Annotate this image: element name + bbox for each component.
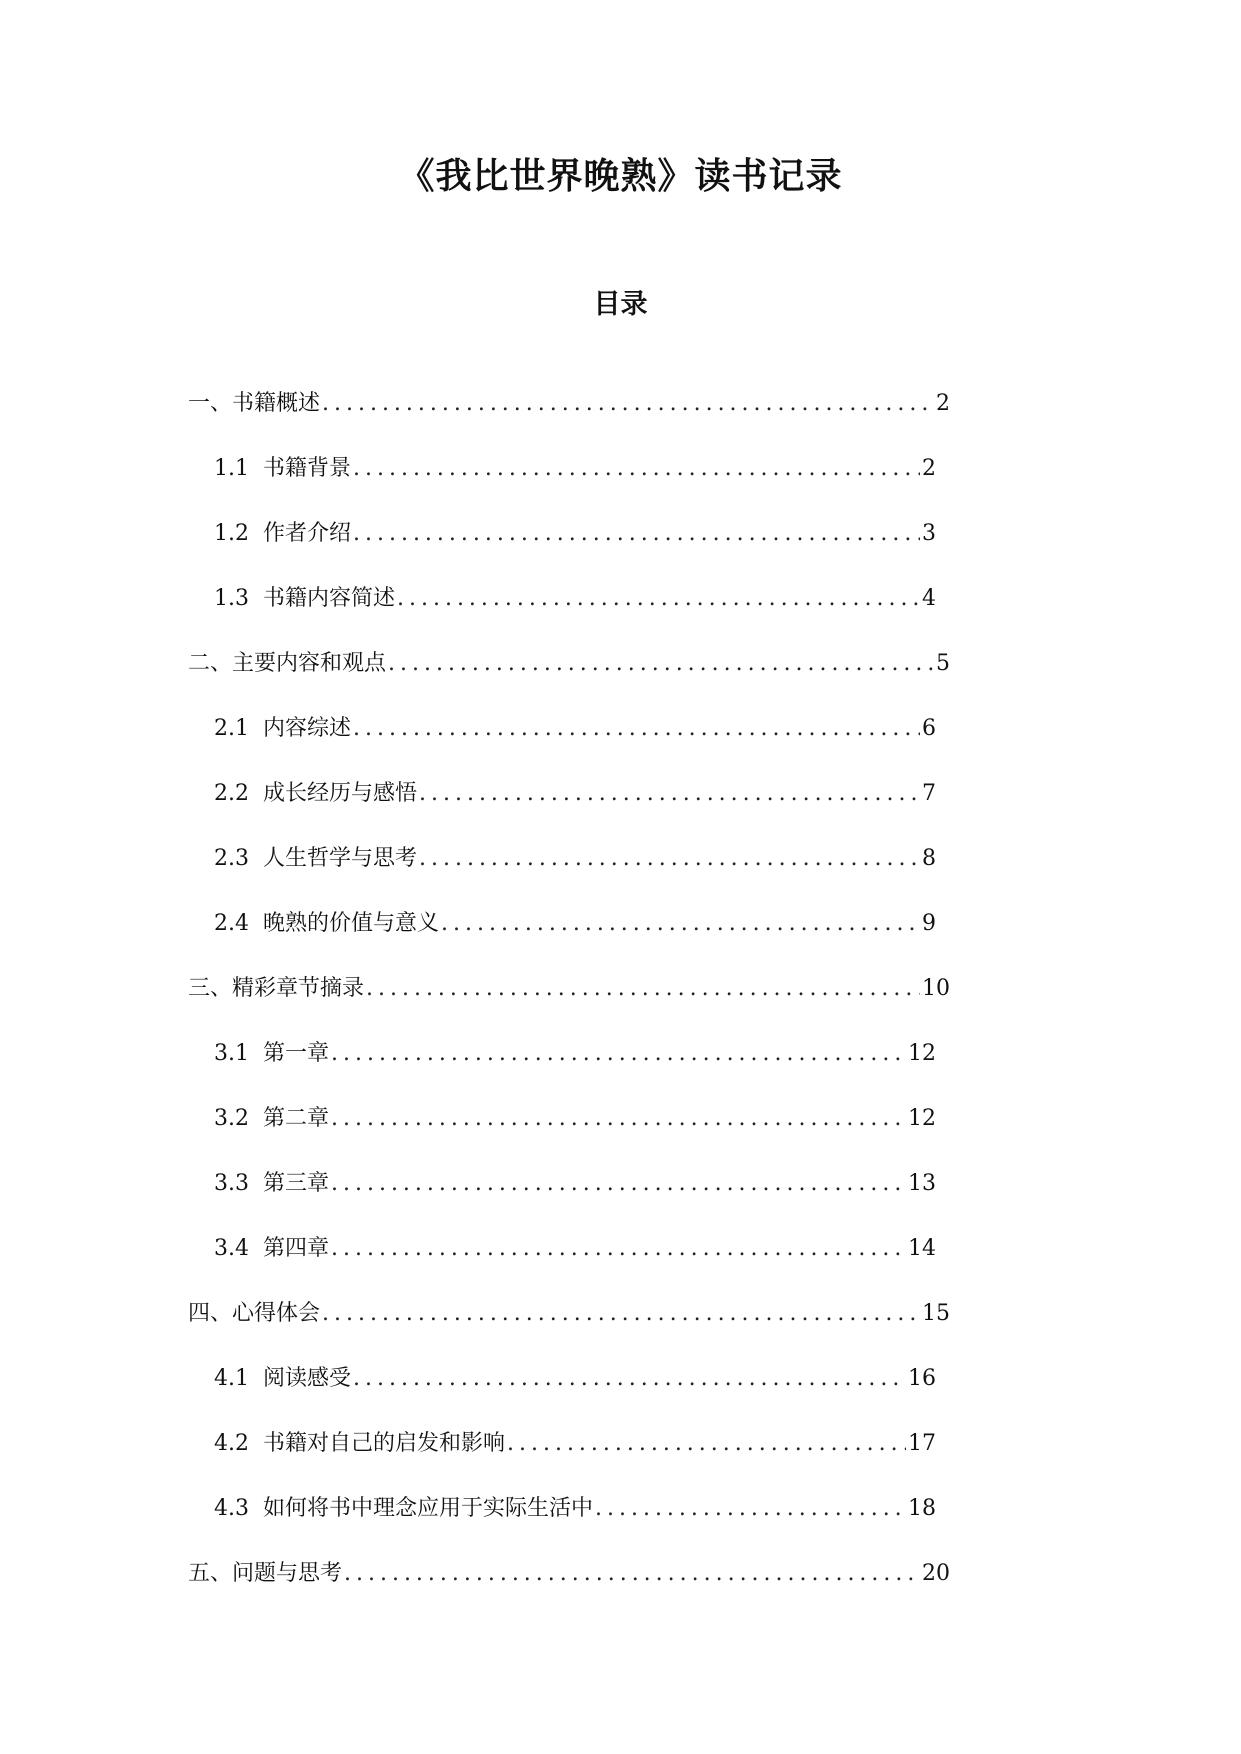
toc-entry-page-number: 15	[922, 1301, 950, 1326]
toc-entry-number: 4.2	[214, 1431, 249, 1456]
toc-entry-label: 二、主要内容和观点	[188, 651, 387, 676]
toc-entry-page-number: 20	[922, 1561, 950, 1586]
toc-dot-leader	[595, 1496, 906, 1521]
toc-entry-page-number: 10	[922, 976, 950, 1001]
toc-entry-number: 2.1	[214, 716, 249, 741]
toc-entry-label: 四、心得体会	[188, 1301, 321, 1326]
toc-entry-page-number: 12	[908, 1106, 936, 1131]
toc-entry-label: 成长经历与感悟	[263, 781, 418, 806]
toc-entry[interactable]	[188, 1231, 936, 1296]
toc-heading: 目录	[593, 289, 648, 320]
toc-entry-label: 三、精彩章节摘录	[188, 976, 365, 1001]
toc-dot-leader	[353, 456, 920, 481]
toc-entry-page-number: 12	[908, 1041, 936, 1066]
toc-entry-number: 3.3	[214, 1171, 249, 1196]
toc-entry-label: 如何将书中理念应用于实际生活中	[263, 1496, 594, 1521]
toc-dot-leader	[344, 1561, 920, 1586]
toc-entry-label: 第一章	[263, 1041, 330, 1066]
table-of-contents	[188, 386, 948, 1621]
toc-dot-leader	[353, 1366, 906, 1391]
toc-entry[interactable]	[188, 581, 936, 646]
toc-entry-label: 第二章	[263, 1106, 330, 1131]
toc-entry-number: 4.3	[214, 1496, 249, 1521]
toc-entry[interactable]	[188, 906, 936, 971]
toc-entry-number: 1.3	[214, 586, 249, 611]
toc-dot-leader	[322, 391, 934, 416]
toc-entry-page-number: 2	[936, 391, 950, 416]
toc-dot-leader	[331, 1236, 906, 1261]
toc-entry[interactable]	[188, 776, 936, 841]
toc-entry-label: 书籍对自己的启发和影响	[263, 1431, 506, 1456]
toc-entry-label: 书籍内容简述	[263, 586, 396, 611]
toc-entry-number: 1.2	[214, 521, 249, 546]
toc-entry[interactable]	[188, 516, 936, 581]
toc-dot-leader	[331, 1041, 906, 1066]
toc-entry-label: 内容综述	[263, 716, 352, 741]
toc-entry[interactable]	[188, 971, 950, 1036]
document-title: 《我比世界晚熟》读书记录	[398, 156, 843, 197]
toc-entry-page-number: 9	[922, 911, 936, 936]
toc-entry-label: 作者介绍	[263, 521, 352, 546]
toc-dot-leader	[507, 1431, 906, 1456]
toc-dot-leader	[419, 781, 920, 806]
toc-entry[interactable]	[188, 646, 950, 711]
toc-entry[interactable]	[188, 1166, 936, 1231]
toc-entry[interactable]	[188, 1101, 936, 1166]
toc-entry-label: 一、书籍概述	[188, 391, 321, 416]
toc-entry-page-number: 16	[908, 1366, 936, 1391]
toc-entry-page-number: 5	[936, 651, 950, 676]
toc-dot-leader	[331, 1171, 906, 1196]
toc-entry[interactable]	[188, 841, 936, 906]
toc-entry[interactable]	[188, 1036, 936, 1101]
toc-entry[interactable]	[188, 1491, 936, 1556]
toc-dot-leader	[441, 911, 920, 936]
toc-entry-label: 书籍背景	[263, 456, 352, 481]
toc-entry[interactable]	[188, 1426, 936, 1491]
toc-entry[interactable]	[188, 711, 936, 776]
toc-entry-label: 阅读感受	[263, 1366, 352, 1391]
toc-entry-page-number: 14	[908, 1236, 936, 1261]
toc-entry-page-number: 17	[908, 1431, 936, 1456]
toc-entry-label: 人生哲学与思考	[263, 846, 418, 871]
toc-entry-number: 4.1	[214, 1366, 249, 1391]
toc-entry-label: 晚熟的价值与意义	[263, 911, 440, 936]
toc-entry-number: 2.2	[214, 781, 249, 806]
toc-entry-label: 第三章	[263, 1171, 330, 1196]
toc-entry-page-number: 8	[922, 846, 936, 871]
toc-entry-page-number: 18	[908, 1496, 936, 1521]
toc-entry[interactable]	[188, 1296, 950, 1361]
toc-entry-number: 2.3	[214, 846, 249, 871]
toc-entry-number: 3.2	[214, 1106, 249, 1131]
toc-entry[interactable]	[188, 386, 950, 451]
toc-entry-page-number: 7	[922, 781, 936, 806]
toc-entry-page-number: 3	[922, 521, 936, 546]
toc-dot-leader	[397, 586, 920, 611]
toc-entry-number: 2.4	[214, 911, 249, 936]
toc-entry-page-number: 4	[922, 586, 936, 611]
toc-dot-leader	[366, 976, 920, 1001]
toc-dot-leader	[353, 521, 920, 546]
toc-entry[interactable]	[188, 1361, 936, 1426]
toc-dot-leader	[353, 716, 920, 741]
toc-dot-leader	[331, 1106, 906, 1131]
toc-entry-page-number: 6	[922, 716, 936, 741]
toc-entry-number: 3.4	[214, 1236, 249, 1261]
toc-entry[interactable]	[188, 1556, 950, 1621]
toc-entry-number: 1.1	[214, 456, 249, 481]
toc-dot-leader	[419, 846, 920, 871]
toc-entry-page-number: 2	[922, 456, 936, 481]
toc-entry-number: 3.1	[214, 1041, 249, 1066]
toc-dot-leader	[322, 1301, 920, 1326]
toc-entry-label: 五、问题与思考	[188, 1561, 343, 1586]
toc-dot-leader	[388, 651, 934, 676]
toc-entry-label: 第四章	[263, 1236, 330, 1261]
toc-entry[interactable]	[188, 451, 936, 516]
toc-entry-page-number: 13	[908, 1171, 936, 1196]
